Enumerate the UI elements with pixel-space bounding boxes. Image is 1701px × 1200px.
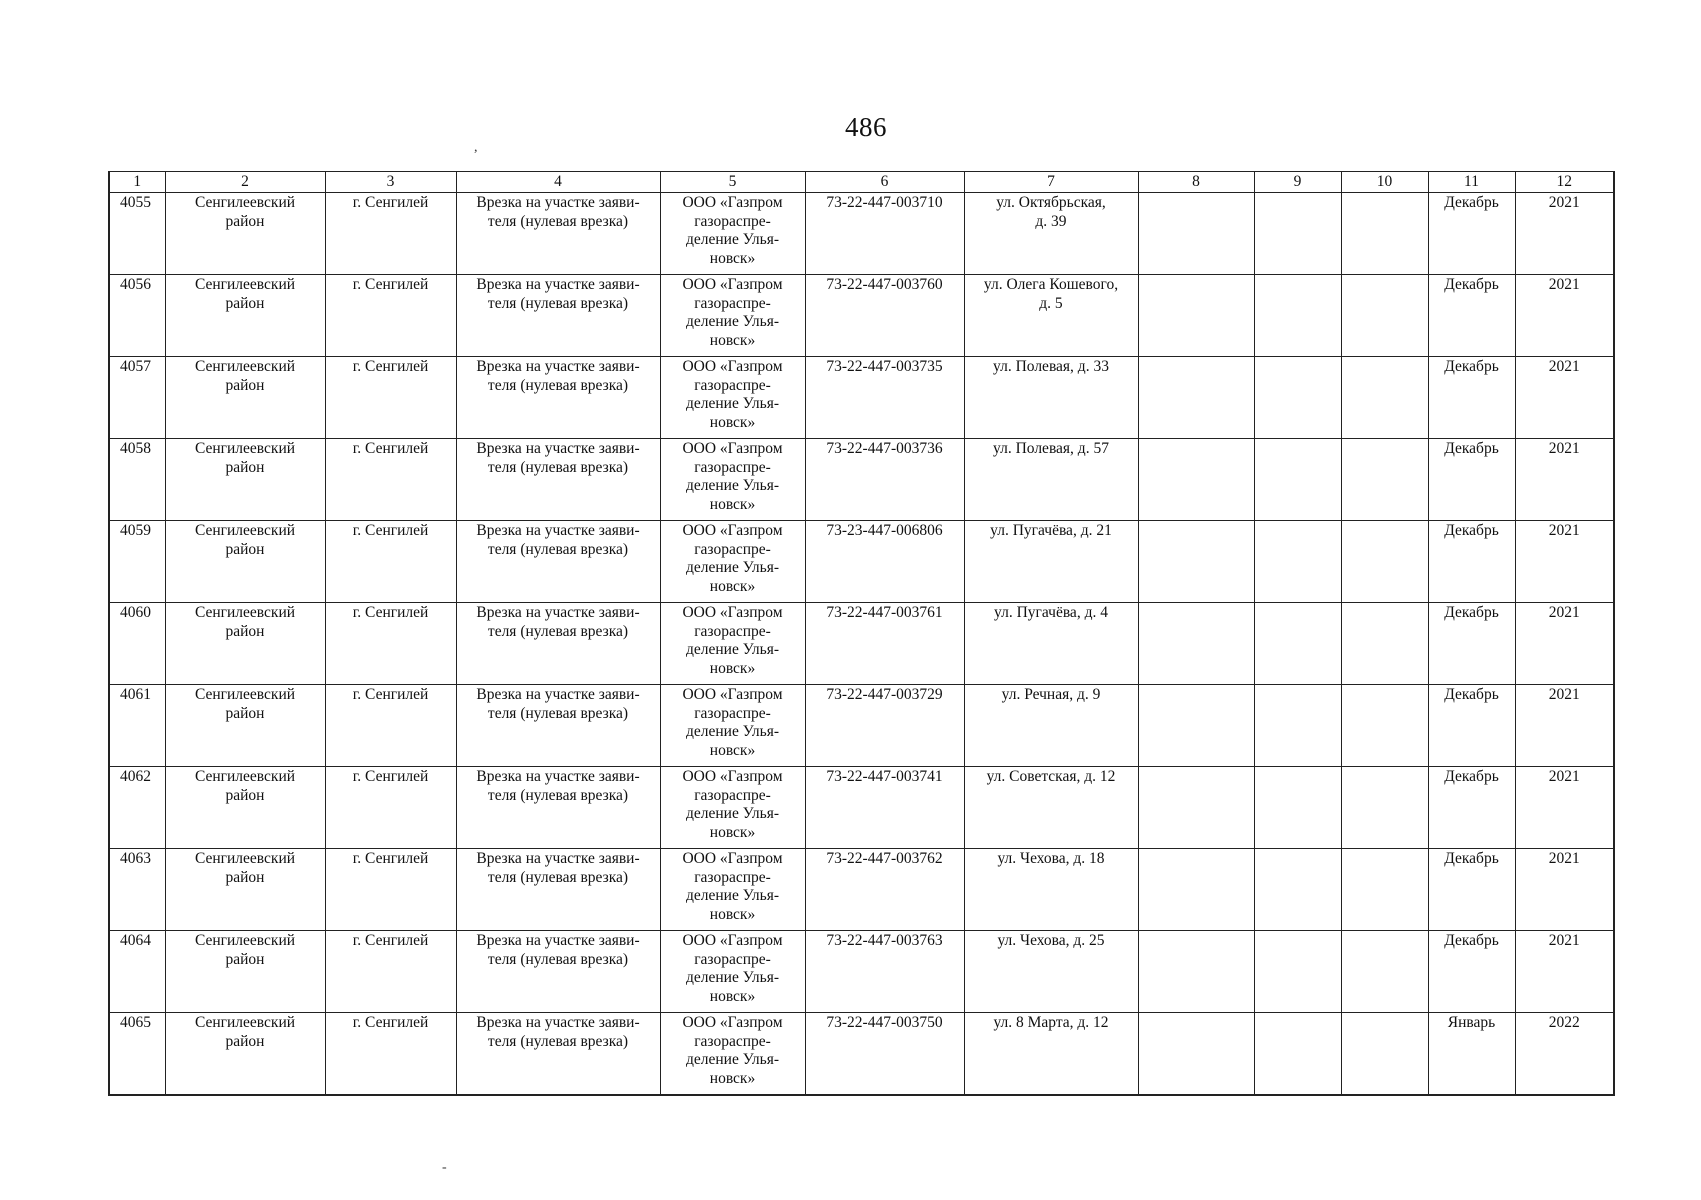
column-10-cell bbox=[1341, 275, 1428, 357]
district-cell bbox=[165, 357, 325, 439]
organization-cell-line: ООО «Газпром bbox=[682, 604, 783, 621]
work-type-cell-line: теля (нулевая врезка) bbox=[487, 212, 629, 230]
work-type-cell bbox=[456, 357, 660, 439]
year-cell: 2021 bbox=[1515, 521, 1614, 603]
column-8-cell bbox=[1138, 931, 1254, 1013]
address-cell-line: ул. Полевая, д. 33 bbox=[993, 358, 1109, 375]
column-header-5: 5 bbox=[660, 172, 805, 193]
organization-cell-line: деление Улья- bbox=[685, 559, 780, 576]
work-type-cell-line: теля (нулевая врезка) bbox=[487, 1032, 629, 1050]
work-type-cell-line: Врезка на участке заяви- bbox=[476, 768, 640, 785]
row-number-cell: 4055 bbox=[109, 193, 165, 275]
table-row bbox=[109, 1013, 1614, 1095]
work-type-cell bbox=[456, 275, 660, 357]
locality-cell: г. Сенгилей bbox=[325, 193, 456, 275]
organization-cell-line: новск» bbox=[709, 249, 756, 267]
organization-cell-line: ООО «Газпром bbox=[682, 194, 783, 211]
locality-cell: г. Сенгилей bbox=[325, 767, 456, 849]
column-8-cell bbox=[1138, 275, 1254, 357]
year-cell: 2021 bbox=[1515, 767, 1614, 849]
organization-cell-line: ООО «Газпром bbox=[682, 850, 783, 867]
district-cell-line: Сенгилеевский bbox=[194, 194, 296, 211]
organization-cell-line: газораспре- bbox=[694, 786, 771, 804]
scan-speck: , bbox=[474, 140, 478, 155]
locality-cell: г. Сенгилей bbox=[325, 603, 456, 685]
organization-cell-line: газораспре- bbox=[694, 704, 771, 722]
organization-cell-line: газораспре- bbox=[694, 1032, 771, 1050]
column-9-cell bbox=[1254, 685, 1341, 767]
column-header-4: 4 bbox=[456, 172, 660, 193]
organization-cell-line: деление Улья- bbox=[685, 477, 780, 494]
organization-cell-line: деление Улья- bbox=[685, 805, 780, 822]
work-type-cell-line: Врезка на участке заяви- bbox=[476, 932, 640, 949]
row-number-cell: 4057 bbox=[109, 357, 165, 439]
address-cell bbox=[964, 931, 1138, 1013]
year-cell: 2021 bbox=[1515, 931, 1614, 1013]
column-10-cell bbox=[1341, 603, 1428, 685]
table-row bbox=[109, 603, 1614, 685]
column-9-cell bbox=[1254, 767, 1341, 849]
column-8-cell bbox=[1138, 767, 1254, 849]
column-9-cell bbox=[1254, 193, 1341, 275]
district-cell bbox=[165, 849, 325, 931]
month-cell: Декабрь bbox=[1428, 603, 1515, 685]
object-code-cell: 73-23-447-006806 bbox=[805, 521, 964, 603]
work-type-cell bbox=[456, 849, 660, 931]
work-type-cell-line: Врезка на участке заяви- bbox=[476, 604, 640, 621]
organization-cell-line: новск» bbox=[709, 413, 756, 431]
district-cell-line: район bbox=[225, 950, 265, 968]
table-body bbox=[109, 193, 1614, 1095]
district-cell-line: район bbox=[225, 540, 265, 558]
district-cell-line: Сенгилеевский bbox=[194, 850, 296, 867]
address-cell bbox=[964, 357, 1138, 439]
row-number-cell: 4058 bbox=[109, 439, 165, 521]
organization-cell-line: новск» bbox=[709, 577, 756, 595]
district-cell bbox=[165, 685, 325, 767]
object-code-cell: 73-22-447-003710 bbox=[805, 193, 964, 275]
district-cell-line: Сенгилеевский bbox=[194, 276, 296, 293]
organization-cell-line: новск» bbox=[709, 659, 756, 677]
column-9-cell bbox=[1254, 603, 1341, 685]
object-code-cell: 73-22-447-003761 bbox=[805, 603, 964, 685]
district-cell-line: Сенгилеевский bbox=[194, 1014, 296, 1031]
district-cell-line: район bbox=[225, 1032, 265, 1050]
row-number-cell: 4061 bbox=[109, 685, 165, 767]
organization-cell-line: газораспре- bbox=[694, 212, 771, 230]
work-type-cell-line: теля (нулевая врезка) bbox=[487, 376, 629, 394]
month-cell: Декабрь bbox=[1428, 767, 1515, 849]
locality-cell: г. Сенгилей bbox=[325, 931, 456, 1013]
district-cell-line: Сенгилеевский bbox=[194, 686, 296, 703]
address-cell bbox=[964, 275, 1138, 357]
district-cell-line: Сенгилеевский bbox=[194, 440, 296, 457]
work-type-cell-line: теля (нулевая врезка) bbox=[487, 622, 629, 640]
address-cell bbox=[964, 849, 1138, 931]
row-number-cell: 4059 bbox=[109, 521, 165, 603]
organization-cell-line: ООО «Газпром bbox=[682, 358, 783, 375]
district-cell bbox=[165, 931, 325, 1013]
organization-cell-line: ООО «Газпром bbox=[682, 686, 783, 703]
year-cell: 2021 bbox=[1515, 603, 1614, 685]
organization-cell bbox=[660, 521, 805, 603]
object-code-cell: 73-22-447-003736 bbox=[805, 439, 964, 521]
object-code-cell: 73-22-447-003763 bbox=[805, 931, 964, 1013]
month-cell: Декабрь bbox=[1428, 931, 1515, 1013]
locality-cell: г. Сенгилей bbox=[325, 521, 456, 603]
district-cell-line: район bbox=[225, 376, 265, 394]
column-10-cell bbox=[1341, 849, 1428, 931]
district-cell bbox=[165, 193, 325, 275]
address-cell-line: ул. Пугачёва, д. 21 bbox=[990, 522, 1112, 539]
column-8-cell bbox=[1138, 193, 1254, 275]
year-cell: 2021 bbox=[1515, 357, 1614, 439]
object-code-cell: 73-22-447-003735 bbox=[805, 357, 964, 439]
organization-cell bbox=[660, 849, 805, 931]
column-9-cell bbox=[1254, 439, 1341, 521]
work-type-cell-line: Врезка на участке заяви- bbox=[476, 686, 640, 703]
organization-cell bbox=[660, 439, 805, 521]
column-9-cell bbox=[1254, 931, 1341, 1013]
work-type-cell-line: Врезка на участке заяви- bbox=[476, 276, 640, 293]
column-9-cell bbox=[1254, 521, 1341, 603]
district-cell bbox=[165, 767, 325, 849]
column-9-cell bbox=[1254, 1013, 1341, 1095]
address-cell-line: ул. Олега Кошевого, bbox=[983, 276, 1119, 293]
organization-cell bbox=[660, 767, 805, 849]
column-10-cell bbox=[1341, 521, 1428, 603]
table-row bbox=[109, 849, 1614, 931]
work-type-cell bbox=[456, 1013, 660, 1095]
object-code-cell: 73-22-447-003729 bbox=[805, 685, 964, 767]
locality-cell: г. Сенгилей bbox=[325, 439, 456, 521]
work-type-cell-line: Врезка на участке заяви- bbox=[476, 194, 640, 211]
address-cell-line: ул. Пугачёва, д. 4 bbox=[994, 604, 1108, 621]
table-row bbox=[109, 357, 1614, 439]
work-type-cell-line: Врезка на участке заяви- bbox=[476, 440, 640, 457]
organization-cell-line: газораспре- bbox=[694, 294, 771, 312]
month-cell: Декабрь bbox=[1428, 193, 1515, 275]
table-row bbox=[109, 193, 1614, 275]
work-type-cell bbox=[456, 685, 660, 767]
work-type-cell bbox=[456, 439, 660, 521]
registry-table bbox=[108, 171, 1615, 1096]
organization-cell bbox=[660, 357, 805, 439]
object-code-cell: 73-22-447-003741 bbox=[805, 767, 964, 849]
address-cell bbox=[964, 193, 1138, 275]
row-number-cell: 4063 bbox=[109, 849, 165, 931]
address-cell-line: ул. Октябрьская, bbox=[996, 194, 1106, 211]
locality-cell: г. Сенгилей bbox=[325, 357, 456, 439]
address-cell-line: д. 5 bbox=[1039, 294, 1063, 312]
year-cell: 2021 bbox=[1515, 275, 1614, 357]
column-header-9: 9 bbox=[1254, 172, 1341, 193]
address-cell-line: ул. 8 Марта, д. 12 bbox=[993, 1014, 1109, 1031]
district-cell bbox=[165, 1013, 325, 1095]
district-cell bbox=[165, 521, 325, 603]
work-type-cell bbox=[456, 603, 660, 685]
object-code-cell: 73-22-447-003760 bbox=[805, 275, 964, 357]
work-type-cell-line: теля (нулевая врезка) bbox=[487, 294, 629, 312]
organization-cell-line: ООО «Газпром bbox=[682, 522, 783, 539]
district-cell-line: район bbox=[225, 868, 265, 886]
column-header-7: 7 bbox=[964, 172, 1138, 193]
address-cell-line: ул. Речная, д. 9 bbox=[1001, 686, 1101, 703]
work-type-cell-line: теля (нулевая врезка) bbox=[487, 540, 629, 558]
locality-cell: г. Сенгилей bbox=[325, 685, 456, 767]
month-cell: Декабрь bbox=[1428, 357, 1515, 439]
scan-speck: - bbox=[442, 1160, 447, 1175]
organization-cell bbox=[660, 1013, 805, 1095]
organization-cell-line: деление Улья- bbox=[685, 313, 780, 330]
organization-cell-line: ООО «Газпром bbox=[682, 440, 783, 457]
work-type-cell-line: теля (нулевая врезка) bbox=[487, 458, 629, 476]
district-cell-line: Сенгилеевский bbox=[194, 522, 296, 539]
row-number-cell: 4060 bbox=[109, 603, 165, 685]
work-type-cell bbox=[456, 767, 660, 849]
row-number-cell: 4064 bbox=[109, 931, 165, 1013]
column-10-cell bbox=[1341, 439, 1428, 521]
work-type-cell-line: теля (нулевая врезка) bbox=[487, 950, 629, 968]
table-row bbox=[109, 685, 1614, 767]
year-cell: 2021 bbox=[1515, 685, 1614, 767]
work-type-cell-line: теля (нулевая врезка) bbox=[487, 786, 629, 804]
organization-cell bbox=[660, 275, 805, 357]
organization-cell-line: деление Улья- bbox=[685, 723, 780, 740]
organization-cell-line: газораспре- bbox=[694, 950, 771, 968]
table-row bbox=[109, 521, 1614, 603]
year-cell: 2021 bbox=[1515, 193, 1614, 275]
work-type-cell-line: Врезка на участке заяви- bbox=[476, 522, 640, 539]
district-cell-line: Сенгилеевский bbox=[194, 932, 296, 949]
month-cell: Декабрь bbox=[1428, 685, 1515, 767]
year-cell: 2022 bbox=[1515, 1013, 1614, 1095]
district-cell-line: район bbox=[225, 294, 265, 312]
column-9-cell bbox=[1254, 275, 1341, 357]
organization-cell-line: новск» bbox=[709, 905, 756, 923]
organization-cell-line: деление Улья- bbox=[685, 641, 780, 658]
district-cell-line: район bbox=[225, 786, 265, 804]
organization-cell-line: новск» bbox=[709, 1069, 756, 1087]
month-cell: Декабрь bbox=[1428, 275, 1515, 357]
column-10-cell bbox=[1341, 1013, 1428, 1095]
header-row bbox=[109, 172, 1614, 193]
column-header-12: 12 bbox=[1515, 172, 1614, 193]
organization-cell bbox=[660, 193, 805, 275]
district-cell-line: Сенгилеевский bbox=[194, 358, 296, 375]
organization-cell-line: газораспре- bbox=[694, 868, 771, 886]
locality-cell: г. Сенгилей bbox=[325, 1013, 456, 1095]
table-row bbox=[109, 931, 1614, 1013]
address-cell bbox=[964, 439, 1138, 521]
locality-cell: г. Сенгилей bbox=[325, 849, 456, 931]
address-cell bbox=[964, 685, 1138, 767]
column-8-cell bbox=[1138, 357, 1254, 439]
organization-cell-line: новск» bbox=[709, 987, 756, 1005]
column-header-6: 6 bbox=[805, 172, 964, 193]
column-header-2: 2 bbox=[165, 172, 325, 193]
year-cell: 2021 bbox=[1515, 849, 1614, 931]
column-header-10: 10 bbox=[1341, 172, 1428, 193]
column-header-1: 1 bbox=[109, 172, 165, 193]
address-cell-line: ул. Полевая, д. 57 bbox=[993, 440, 1109, 457]
district-cell-line: район bbox=[225, 704, 265, 722]
object-code-cell: 73-22-447-003762 bbox=[805, 849, 964, 931]
work-type-cell bbox=[456, 521, 660, 603]
column-8-cell bbox=[1138, 1013, 1254, 1095]
work-type-cell bbox=[456, 931, 660, 1013]
column-8-cell bbox=[1138, 439, 1254, 521]
organization-cell-line: ООО «Газпром bbox=[682, 1014, 783, 1031]
organization-cell bbox=[660, 931, 805, 1013]
district-cell bbox=[165, 603, 325, 685]
column-10-cell bbox=[1341, 685, 1428, 767]
organization-cell-line: деление Улья- bbox=[685, 231, 780, 248]
column-10-cell bbox=[1341, 931, 1428, 1013]
page-number: 486 bbox=[845, 112, 887, 142]
column-header-11: 11 bbox=[1428, 172, 1515, 193]
district-cell-line: Сенгилеевский bbox=[194, 768, 296, 785]
column-8-cell bbox=[1138, 521, 1254, 603]
district-cell-line: Сенгилеевский bbox=[194, 604, 296, 621]
work-type-cell bbox=[456, 193, 660, 275]
organization-cell-line: новск» bbox=[709, 823, 756, 841]
month-cell: Декабрь bbox=[1428, 849, 1515, 931]
organization-cell bbox=[660, 685, 805, 767]
table-row bbox=[109, 439, 1614, 521]
row-number-cell: 4062 bbox=[109, 767, 165, 849]
table-row bbox=[109, 767, 1614, 849]
organization-cell-line: новск» bbox=[709, 741, 756, 759]
month-cell: Декабрь bbox=[1428, 521, 1515, 603]
district-cell-line: район bbox=[225, 458, 265, 476]
column-10-cell bbox=[1341, 193, 1428, 275]
work-type-cell-line: теля (нулевая врезка) bbox=[487, 868, 629, 886]
district-cell-line: район bbox=[225, 622, 265, 640]
work-type-cell-line: Врезка на участке заяви- bbox=[476, 1014, 640, 1031]
organization-cell-line: газораспре- bbox=[694, 458, 771, 476]
month-cell: Декабрь bbox=[1428, 439, 1515, 521]
district-cell bbox=[165, 275, 325, 357]
month-cell: Январь bbox=[1428, 1013, 1515, 1095]
district-cell-line: район bbox=[225, 212, 265, 230]
address-cell-line: ул. Чехова, д. 25 bbox=[997, 932, 1105, 949]
address-cell-line: д. 39 bbox=[1035, 212, 1067, 230]
address-cell bbox=[964, 603, 1138, 685]
column-8-cell bbox=[1138, 685, 1254, 767]
year-cell: 2021 bbox=[1515, 439, 1614, 521]
column-10-cell bbox=[1341, 767, 1428, 849]
district-cell bbox=[165, 439, 325, 521]
address-cell-line: ул. Советская, д. 12 bbox=[986, 768, 1116, 785]
column-10-cell bbox=[1341, 357, 1428, 439]
address-cell bbox=[964, 1013, 1138, 1095]
work-type-cell-line: Врезка на участке заяви- bbox=[476, 850, 640, 867]
organization-cell-line: ООО «Газпром bbox=[682, 768, 783, 785]
address-cell bbox=[964, 767, 1138, 849]
organization-cell-line: новск» bbox=[709, 331, 756, 349]
object-code-cell: 73-22-447-003750 bbox=[805, 1013, 964, 1095]
organization-cell-line: газораспре- bbox=[694, 622, 771, 640]
locality-cell: г. Сенгилей bbox=[325, 275, 456, 357]
table-row bbox=[109, 275, 1614, 357]
organization-cell-line: газораспре- bbox=[694, 540, 771, 558]
organization-cell-line: деление Улья- bbox=[685, 887, 780, 904]
column-8-cell bbox=[1138, 849, 1254, 931]
column-9-cell bbox=[1254, 849, 1341, 931]
row-number-cell: 4065 bbox=[109, 1013, 165, 1095]
row-number-cell: 4056 bbox=[109, 275, 165, 357]
address-cell bbox=[964, 521, 1138, 603]
organization-cell-line: деление Улья- bbox=[685, 1051, 780, 1068]
organization-cell-line: ООО «Газпром bbox=[682, 276, 783, 293]
column-8-cell bbox=[1138, 603, 1254, 685]
work-type-cell-line: Врезка на участке заяви- bbox=[476, 358, 640, 375]
organization-cell-line: новск» bbox=[709, 495, 756, 513]
organization-cell-line: газораспре- bbox=[694, 376, 771, 394]
column-header-3: 3 bbox=[325, 172, 456, 193]
organization-cell-line: деление Улья- bbox=[685, 395, 780, 412]
organization-cell-line: деление Улья- bbox=[685, 969, 780, 986]
organization-cell-line: ООО «Газпром bbox=[682, 932, 783, 949]
organization-cell bbox=[660, 603, 805, 685]
column-header-8: 8 bbox=[1138, 172, 1254, 193]
address-cell-line: ул. Чехова, д. 18 bbox=[997, 850, 1105, 867]
column-9-cell bbox=[1254, 357, 1341, 439]
work-type-cell-line: теля (нулевая врезка) bbox=[487, 704, 629, 722]
